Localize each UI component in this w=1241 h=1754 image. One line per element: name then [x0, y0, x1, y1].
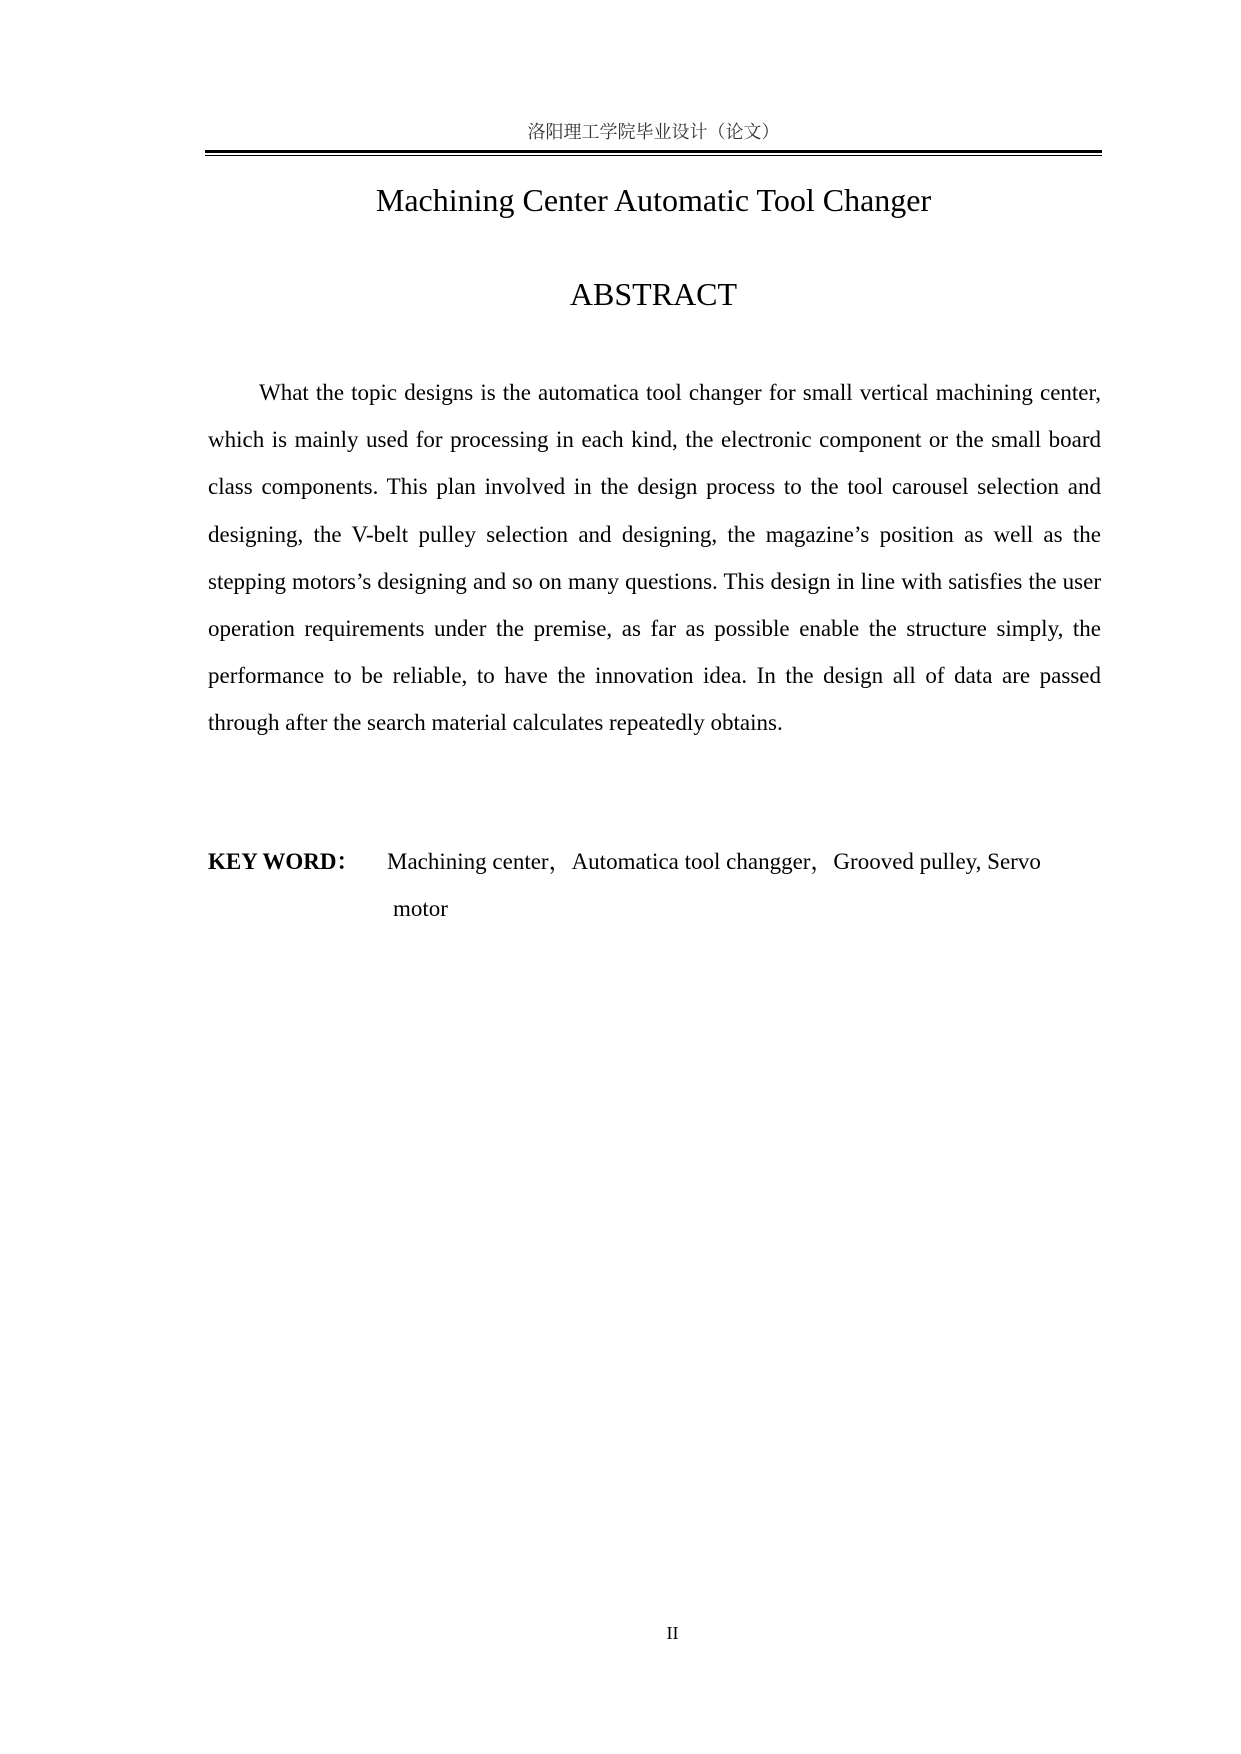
keywords-list: [387, 838, 1105, 932]
page-number: II: [666, 1623, 679, 1643]
keywords-line-2: motor: [393, 896, 448, 922]
abstract-body: What the topic designs is the automatica tool changer for small vertical machining center, which is mainly used for processing in each kind, the electronic component or the small board class components. This plan involved in the design process to the tool carousel selection and designing, the V-belt pulley selection and designing, the magazine’s position as well as the stepping motors’s designing and so on many questions. This design in line with satisfies the user operation requirements under the premise, as far as possible enable the structure simply, the performance to be reliable, to have the innovation idea. In the design all of data are passed through after the search material calculates repeatedly obtains.: [208, 380, 1101, 736]
running-header: 洛阳理工学院毕业设计（论文）: [527, 122, 780, 143]
header-rule-thin: [205, 155, 1102, 156]
document-title: Machining Center Automatic Tool Changer: [375, 182, 932, 218]
keywords-line-1: Machining center，Automatica tool changger，Grooved pulley, Servo: [387, 849, 1041, 874]
keywords-label: KEY WORD：: [208, 849, 360, 874]
header-rule-thick: [205, 150, 1102, 153]
abstract-heading: ABSTRACT: [569, 276, 738, 312]
